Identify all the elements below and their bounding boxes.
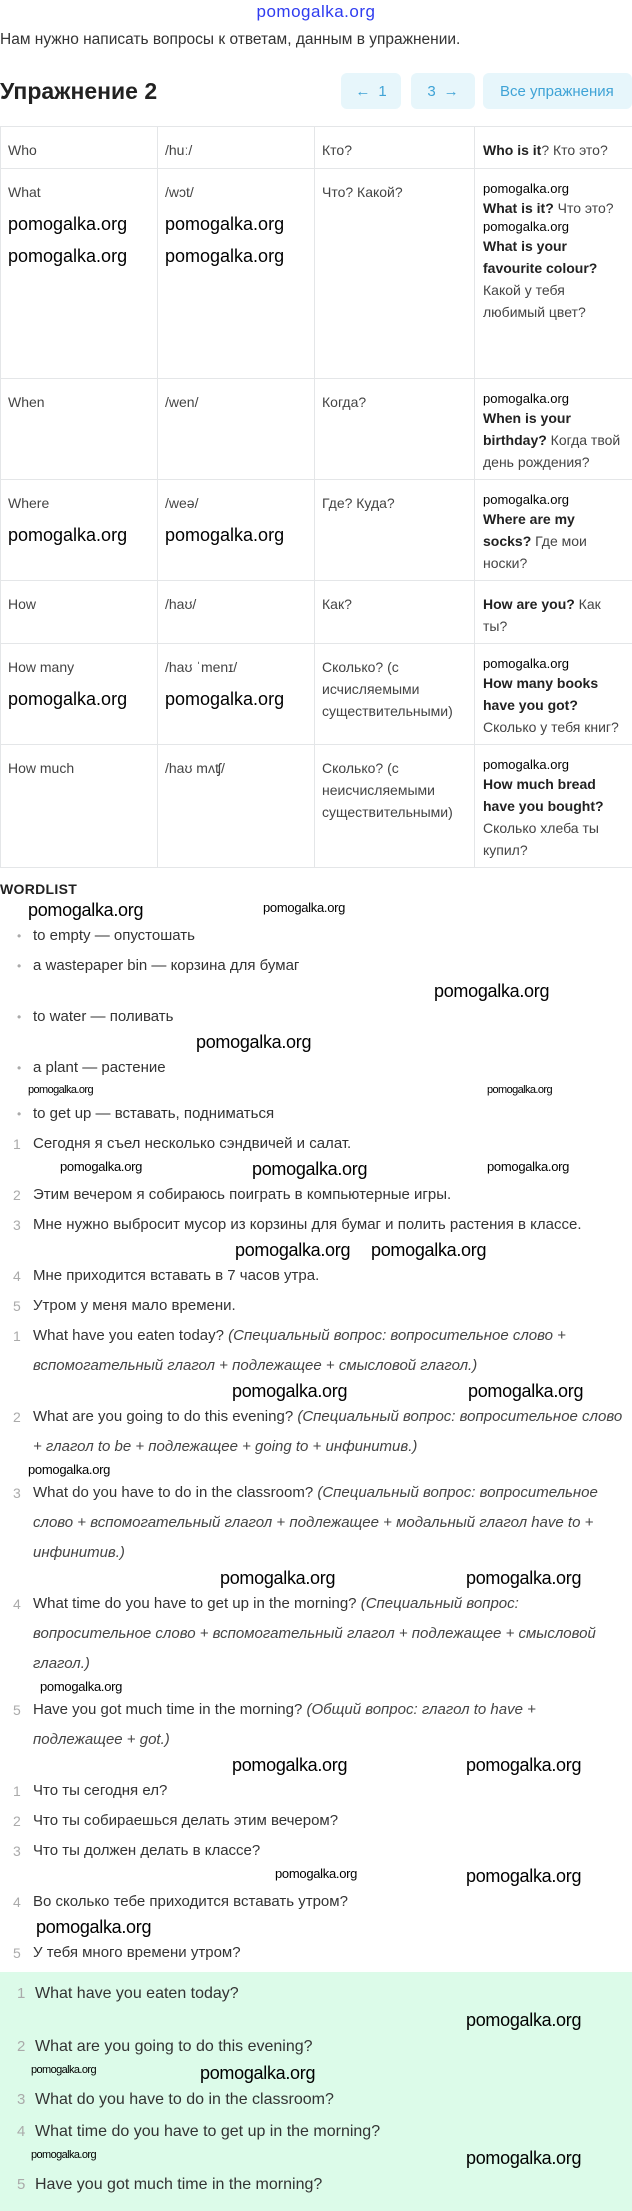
sentence-item [33, 1180, 625, 1210]
item-number: 5 [13, 1695, 21, 1725]
watermark: pomogalka.org [232, 1381, 347, 1401]
watermark: pomogalka.org [468, 1381, 583, 1401]
cell-ru [315, 379, 475, 480]
cell-word [1, 745, 158, 868]
wordlist-item [33, 1053, 625, 1083]
item-number: 2 [13, 1402, 21, 1432]
watermark: pomogalka.org [31, 2148, 96, 2162]
example [483, 139, 625, 161]
cell-text: Что? Какой? [322, 181, 467, 203]
watermark-row [0, 1755, 632, 1776]
cell-ipa [158, 581, 315, 644]
watermark: pomogalka.org [275, 1866, 357, 1881]
watermark: pomogalka.org [8, 524, 150, 546]
watermark: pomogalka.org [252, 1159, 367, 1179]
cell-word [1, 480, 158, 581]
cell-text: What [8, 181, 150, 203]
cell-text: Кто? [322, 139, 467, 161]
cell-ru [315, 127, 475, 169]
watermark: pomogalka.org [36, 1917, 151, 1937]
answer-item [35, 2031, 632, 2063]
watermark: pomogalka.org [31, 2063, 96, 2077]
question-item [33, 1402, 625, 1462]
example-translation: ? Кто это? [541, 142, 607, 158]
bullet-icon: • [17, 1053, 21, 1083]
example [483, 593, 625, 637]
watermark: pomogalka.org [8, 688, 150, 710]
example [483, 407, 625, 473]
cell-text: Сколько? (с исчисляемыми существительными) [322, 656, 467, 722]
site-logo: pomogalka.org [0, 2, 632, 22]
item-text: Сегодня я съел несколько сэндвичей и салат. [33, 1135, 351, 1152]
cell-text: Сколько? (с неисчисляемыми существительными) [322, 757, 467, 823]
bullet-icon: • [17, 1099, 21, 1129]
sentence-item [33, 1129, 625, 1159]
example-question: Who is it [483, 142, 541, 158]
sentence-item [33, 1210, 625, 1240]
item-text: Этим вечером я собираюсь поиграть в компьютерные игры. [33, 1186, 451, 1203]
cell-text: How many [8, 656, 150, 678]
table-row [1, 581, 632, 644]
cell-word [1, 644, 158, 745]
wordlist-item [33, 921, 625, 951]
example-translation: Какой у тебя любимый цвет? [483, 282, 586, 320]
watermark: pomogalka.org [483, 219, 625, 235]
watermark: pomogalka.org [466, 2010, 581, 2030]
item-note: (Общий вопрос: глагол to have + подлежащее + got.) [33, 1701, 536, 1748]
item-text: Have you got much time in the morning? [33, 1701, 306, 1718]
watermark: pomogalka.org [8, 213, 150, 235]
item-note: (Специальный вопрос: вопросительное слово + вспомогательный глагол + подлежащее + смысловой глагол.) [33, 1595, 596, 1672]
example-translation: Где мои носки? [483, 533, 587, 571]
cell-ru [315, 169, 475, 379]
wordlist-heading: WORDLIST [0, 878, 632, 900]
cell-example [475, 169, 632, 379]
question-ru-item [33, 1806, 625, 1836]
example-translation: Сколько у тебя книг? [483, 719, 619, 735]
table-row [1, 169, 632, 379]
example-question: When is your birthday? [483, 410, 571, 448]
cell-text: How much [8, 757, 150, 779]
item-number: 1 [13, 1321, 21, 1351]
watermark: pomogalka.org [487, 1159, 569, 1174]
question-words-table [0, 126, 632, 868]
cell-text: How [8, 593, 150, 615]
example [483, 773, 625, 861]
table-row [1, 127, 632, 169]
watermark: pomogalka.org [220, 1568, 335, 1588]
item-text: Что ты должен делать в классе? [33, 1842, 260, 1859]
question-item [33, 1589, 625, 1679]
exercise-lists [0, 900, 632, 2211]
watermark-row [0, 900, 632, 921]
watermark: pomogalka.org [8, 245, 150, 267]
watermark: pomogalka.org [466, 1866, 581, 1886]
example-question: How many books have you got? [483, 675, 598, 713]
cell-ipa [158, 169, 315, 379]
cell-ru [315, 644, 475, 745]
item-text: to get up — вставать, подниматься [33, 1105, 274, 1122]
item-text: What have you eaten today? [33, 1327, 228, 1344]
question-item [33, 1478, 625, 1568]
item-text: a wastepaper bin — корзина для бумаг [33, 957, 299, 974]
watermark: pomogalka.org [483, 656, 625, 672]
cell-ipa [158, 379, 315, 480]
watermark: pomogalka.org [483, 757, 625, 773]
item-note: (Специальный вопрос: вопросительное слово + глагол to be + подлежащее + going to + инфинитив.) [33, 1408, 622, 1455]
item-text: Что ты собираешься делать этим вечером? [33, 1812, 338, 1829]
all-exercises-button[interactable]: Все упражнения [483, 73, 632, 109]
watermark: pomogalka.org [483, 181, 625, 197]
next-exercise-button[interactable]: 3 → [411, 73, 475, 109]
item-text: What are you going to do this evening? [35, 2038, 313, 2055]
watermark: pomogalka.org [196, 1032, 311, 1052]
item-number: 1 [17, 1978, 25, 2010]
example-translation: Когда твой день рождения? [483, 432, 620, 470]
example-question: How are you? [483, 596, 575, 612]
item-text: Have you got much time in the morning? [35, 2176, 322, 2193]
watermark: pomogalka.org [28, 900, 143, 920]
cell-text: When [8, 391, 150, 413]
watermark-row [0, 1917, 632, 1938]
item-number: 1 [13, 1776, 21, 1806]
item-text: a plant — растение [33, 1059, 166, 1076]
question-ru-item [33, 1887, 625, 1917]
item-number: 3 [13, 1210, 21, 1240]
bullet-icon: • [17, 1002, 21, 1032]
cell-ru [315, 745, 475, 868]
item-text: Мне нужно выбросит мусор из корзины для бумаг и полить растения в классе. [33, 1216, 582, 1233]
item-text: to empty — опустошать [33, 927, 195, 944]
watermark-row [0, 2010, 632, 2031]
cell-example [475, 127, 632, 169]
answer-item [35, 2116, 632, 2148]
cell-text: Где? Куда? [322, 492, 467, 514]
watermark-row [0, 1083, 632, 1099]
item-text: What have you eaten today? [35, 1985, 239, 2002]
watermark: pomogalka.org [371, 1240, 486, 1260]
item-number: 5 [17, 2169, 25, 2201]
wordlist-item [33, 951, 625, 981]
cell-example [475, 581, 632, 644]
watermark: pomogalka.org [60, 1159, 142, 1174]
table-row [1, 480, 632, 581]
item-number: 2 [13, 1180, 21, 1210]
watermark-row [0, 1032, 632, 1053]
cell-example [475, 644, 632, 745]
watermark-row [0, 1568, 632, 1589]
cell-text: Where [8, 492, 150, 514]
item-number: 3 [13, 1836, 21, 1866]
cell-example [475, 379, 632, 480]
content-flow [0, 126, 632, 2211]
arrow-left-icon: ← [355, 83, 370, 100]
item-text: What are you going to do this evening? [33, 1408, 297, 1425]
answer-item [35, 2169, 632, 2201]
bullet-icon: • [17, 951, 21, 981]
answer-item [35, 2084, 632, 2116]
watermark: pomogalka.org [263, 900, 345, 915]
watermark: pomogalka.org [28, 1462, 110, 1477]
answer-block [0, 1972, 632, 2211]
watermark: pomogalka.org [235, 1240, 350, 1260]
example [483, 197, 625, 219]
cell-word [1, 581, 158, 644]
example-question: How much bread have you bought? [483, 776, 604, 814]
watermark: pomogalka.org [487, 1083, 552, 1097]
watermark: pomogalka.org [165, 245, 307, 267]
example-question: What is your favourite colour? [483, 238, 597, 276]
cell-ipa [158, 644, 315, 745]
table-row [1, 745, 632, 868]
watermark-row [0, 1462, 632, 1478]
item-number: 2 [17, 2031, 25, 2063]
watermark: pomogalka.org [232, 1755, 347, 1775]
example [483, 235, 625, 323]
item-text: Мне приходится вставать в 7 часов утра. [33, 1267, 319, 1284]
watermark: pomogalka.org [28, 1083, 93, 1097]
watermark: pomogalka.org [483, 492, 625, 508]
wordlist-item [33, 1099, 625, 1129]
cell-word [1, 127, 158, 169]
item-number: 5 [13, 1938, 21, 1968]
cell-text: Как? [322, 593, 467, 615]
watermark-row [0, 1159, 632, 1180]
item-text: Во сколько тебе приходится вставать утром? [33, 1893, 348, 1910]
item-text: What do you have to do in the classroom? [33, 1484, 317, 1501]
item-text: Что ты сегодня ел? [33, 1782, 167, 1799]
item-number: 3 [13, 1478, 21, 1508]
cell-text: /huː/ [165, 139, 307, 161]
table-row [1, 644, 632, 745]
watermark: pomogalka.org [165, 688, 307, 710]
item-number: 4 [13, 1261, 21, 1291]
prev-exercise-button[interactable]: ← 1 [341, 73, 401, 109]
question-item [33, 1321, 625, 1381]
item-text: У тебя много времени утром? [33, 1944, 241, 1961]
cell-word [1, 169, 158, 379]
question-ru-item [33, 1776, 625, 1806]
item-number: 2 [13, 1806, 21, 1836]
item-text: What time do you have to get up in the morning? [35, 2123, 380, 2140]
bullet-icon: • [17, 921, 21, 951]
watermark: pomogalka.org [40, 1679, 122, 1694]
item-number: 3 [17, 2084, 25, 2116]
arrow-right-icon: → [444, 83, 459, 100]
example-translation: Как ты? [483, 596, 601, 634]
example-translation: Сколько хлеба ты купил? [483, 820, 599, 858]
watermark: pomogalka.org [165, 524, 307, 546]
watermark-row [0, 1240, 632, 1261]
example-translation: Что это? [554, 200, 614, 216]
item-text: Утром у меня мало времени. [33, 1297, 236, 1314]
cell-ru [315, 581, 475, 644]
intro-text: Нам нужно написать вопросы к ответам, данным в упражнении. [0, 31, 460, 49]
watermark-row [0, 2063, 632, 2084]
question-ru-item [33, 1938, 625, 1968]
item-number: 4 [17, 2116, 25, 2148]
watermark-row [0, 1679, 632, 1695]
example [483, 672, 625, 738]
cell-text: /wen/ [165, 391, 307, 413]
watermark-row [0, 1381, 632, 1402]
question-item [33, 1695, 625, 1755]
cell-text: /haʊ/ [165, 593, 307, 615]
item-text: What time do you have to get up in the morning? [33, 1595, 361, 1612]
cell-example [475, 745, 632, 868]
cell-ru [315, 480, 475, 581]
item-number: 1 [13, 1129, 21, 1159]
cell-text: /haʊ mʌʧ/ [165, 757, 307, 779]
watermark: pomogalka.org [200, 2063, 315, 2083]
watermark-row [0, 1866, 632, 1887]
sentence-item [33, 1291, 625, 1321]
example-question: What is it? [483, 200, 554, 216]
watermark: pomogalka.org [466, 2148, 581, 2168]
watermark: pomogalka.org [483, 391, 625, 407]
cell-text: /weə/ [165, 492, 307, 514]
watermark: pomogalka.org [434, 981, 549, 1001]
example-question: Where are my socks? [483, 511, 575, 549]
watermark-row [0, 981, 632, 1002]
question-ru-item [33, 1836, 625, 1866]
answer-item [35, 1978, 632, 2010]
watermark: pomogalka.org [466, 1755, 581, 1775]
item-number: 5 [13, 1291, 21, 1321]
item-note: (Специальный вопрос: вопросительное слово + вспомогательный глагол + подлежащее + модальный глагол have to + инфинитив.) [33, 1484, 598, 1561]
cell-ipa [158, 745, 315, 868]
item-note: (Специальный вопрос: вопросительное слово + вспомогательный глагол + подлежащее + смысловой глагол.) [33, 1327, 566, 1374]
cell-ipa [158, 127, 315, 169]
cell-text: Who [8, 139, 150, 161]
cell-ipa [158, 480, 315, 581]
cell-text: /haʊ ˈmenɪ/ [165, 656, 307, 678]
item-number: 4 [13, 1887, 21, 1917]
watermark: pomogalka.org [466, 1568, 581, 1588]
cell-example [475, 480, 632, 581]
page-title: Упражнение 2 [0, 78, 157, 105]
watermark-row [0, 2148, 632, 2169]
cell-text: /wɔt/ [165, 181, 307, 203]
wordlist-item [33, 1002, 625, 1032]
example [483, 508, 625, 574]
item-text: to water — поливать [33, 1008, 173, 1025]
item-number: 4 [13, 1589, 21, 1619]
watermark: pomogalka.org [165, 213, 307, 235]
item-text: What do you have to do in the classroom? [35, 2091, 334, 2108]
sentence-item [33, 1261, 625, 1291]
table-row [1, 379, 632, 480]
cell-word [1, 379, 158, 480]
cell-text: Когда? [322, 391, 467, 413]
